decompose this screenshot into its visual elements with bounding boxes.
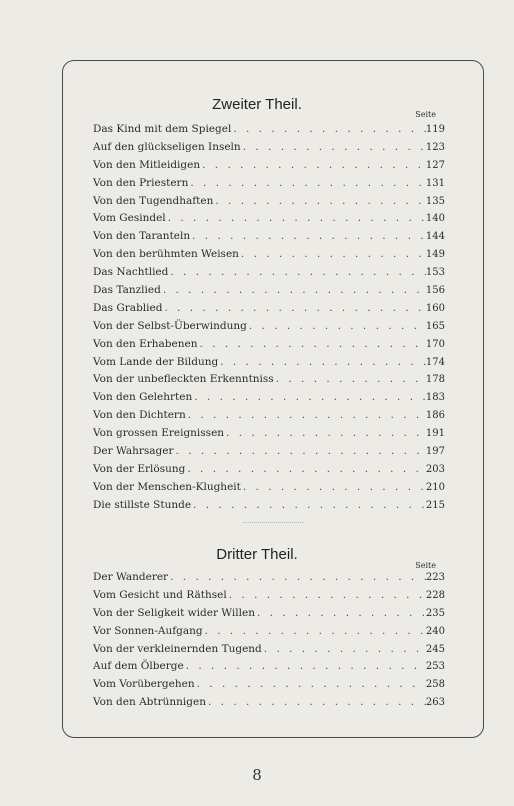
toc-entry-page: 160 <box>425 302 445 314</box>
toc-entry-title: Von den Priestern <box>93 176 189 189</box>
toc-entry-page: 153 <box>425 267 445 279</box>
toc-entry-title: Von den Tugendhaften <box>93 194 214 207</box>
toc-entry <box>93 569 445 587</box>
toc-entry <box>93 121 445 139</box>
toc-leader-dots <box>191 497 426 515</box>
toc-entry <box>93 658 445 676</box>
toc-entry <box>93 300 445 318</box>
toc-entry-page: 131 <box>425 177 445 189</box>
toc-entry <box>93 587 445 605</box>
toc-entry-page: 191 <box>425 428 445 440</box>
toc-leader-dots <box>168 264 426 282</box>
toc-entry <box>93 389 445 407</box>
toc-entry <box>93 407 445 425</box>
toc-entry-title: Von der Menschen-Klugheit <box>93 480 241 493</box>
toc-entry-page: 119 <box>425 124 445 135</box>
toc-entry-page: 149 <box>425 249 445 261</box>
toc-entry-title: Vom Gesindel <box>93 212 166 225</box>
toc-entry-title: Das Tanzlied <box>93 284 161 297</box>
toc-entry-title: Auf den glückseligen Inseln <box>93 140 241 153</box>
toc-entry <box>93 139 445 157</box>
toc-list-section3 <box>93 569 445 712</box>
toc-entry <box>93 354 445 372</box>
toc-entry <box>93 605 445 623</box>
toc-entry <box>93 443 445 461</box>
toc-leader-dots <box>197 336 425 354</box>
toc-entry <box>93 318 445 336</box>
toc-leader-dots <box>255 605 426 623</box>
toc-leader-dots <box>241 479 426 497</box>
toc-entry-page: 245 <box>425 643 445 655</box>
toc-leader-dots <box>168 569 426 587</box>
toc-entry <box>93 157 445 175</box>
toc-entry-page: 186 <box>425 410 445 422</box>
toc-entry-title: Vor Sonnen-Aufgang <box>93 624 203 637</box>
section-title-zweiter-theil: Zweiter Theil. <box>212 96 302 113</box>
toc-entry-title: Von den Taranteln <box>93 230 191 243</box>
toc-entry-page: 223 <box>425 572 445 583</box>
toc-entry-page: 258 <box>425 679 445 691</box>
seite-label-section2: Seite <box>415 110 436 119</box>
toc-entry-page: 215 <box>425 499 445 511</box>
toc-entry-page: 235 <box>425 607 445 619</box>
toc-leader-dots <box>213 193 426 211</box>
toc-entry-title: Auf dem Ölberge <box>93 660 184 673</box>
toc-entry <box>93 228 445 246</box>
toc-leader-dots <box>203 623 426 641</box>
toc-entry-title: Von der Seligkeit wider Willen <box>93 606 255 619</box>
toc-leader-dots <box>185 461 426 479</box>
toc-leader-dots <box>186 407 426 425</box>
toc-entry-page: 135 <box>425 195 445 207</box>
toc-entry-page: 210 <box>425 481 445 493</box>
toc-entry-page: 123 <box>425 141 445 153</box>
toc-leader-dots <box>188 175 426 193</box>
toc-entry-title: Von der unbefleckten Erkenntniss <box>93 373 274 386</box>
toc-entry-title: Vom Vorübergehen <box>93 678 195 691</box>
toc-entry <box>93 282 445 300</box>
toc-entry <box>93 641 445 659</box>
toc-leader-dots <box>166 210 426 228</box>
toc-leader-dots <box>195 676 426 694</box>
toc-leader-dots <box>274 371 426 389</box>
page-number: 8 <box>252 766 262 784</box>
toc-leader-dots <box>218 354 426 372</box>
toc-entry-title: Vom Lande der Bildung <box>93 355 219 368</box>
toc-entry <box>93 371 445 389</box>
toc-leader-dots <box>161 282 426 300</box>
toc-entry-page: 263 <box>425 697 445 709</box>
section-title-dritter-theil: Dritter Theil. <box>216 546 298 563</box>
toc-entry-title: Von den Abtrünnigen <box>93 696 206 709</box>
toc-leader-dots <box>192 389 426 407</box>
toc-entry-title: Das Grablied <box>93 301 163 314</box>
toc-entry <box>93 246 445 264</box>
toc-entry-page: 127 <box>425 159 445 171</box>
toc-entry <box>93 676 445 694</box>
toc-leader-dots <box>241 139 426 157</box>
toc-entry-page: 228 <box>425 589 445 601</box>
toc-leader-dots <box>174 443 426 461</box>
toc-entry-title: Der Wanderer <box>93 571 169 583</box>
toc-entry-page: 183 <box>425 392 445 404</box>
toc-entry <box>93 461 445 479</box>
toc-entry <box>93 336 445 354</box>
toc-entry-page: 156 <box>425 285 445 297</box>
toc-entry-page: 165 <box>425 320 445 332</box>
toc-entry-page: 197 <box>425 446 445 458</box>
toc-entry <box>93 264 445 282</box>
toc-entry-title: Von den Gelehrten <box>93 391 193 404</box>
toc-entry-title: Von der Erlösung <box>93 462 186 475</box>
toc-entry-page: 174 <box>425 356 445 368</box>
toc-entry <box>93 497 445 515</box>
toc-entry-title: Von den Dichtern <box>93 409 186 422</box>
toc-entry <box>93 193 445 211</box>
toc-entry-page: 240 <box>425 625 445 637</box>
toc-entry-title: Von der Selbst-Überwindung <box>93 319 247 332</box>
toc-leader-dots <box>231 121 426 139</box>
toc-leader-dots <box>247 318 426 336</box>
toc-entry <box>93 623 445 641</box>
toc-entry-title: Von den Erhabenen <box>93 337 198 350</box>
toc-leader-dots <box>184 658 426 676</box>
toc-entry-title: Von der verkleinernden Tugend <box>93 642 262 655</box>
toc-entry-title: Das Kind mit dem Spiegel <box>93 123 232 135</box>
toc-leader-dots <box>206 694 426 712</box>
toc-entry-title: Vom Gesicht und Räthsel <box>93 588 227 601</box>
toc-entry-page: 178 <box>425 374 445 386</box>
toc-entry-title: Das Nachtlied <box>93 266 169 279</box>
toc-list-section2 <box>93 121 445 515</box>
toc-entry-title: Die stillste Stunde <box>93 498 192 511</box>
toc-leader-dots <box>227 587 426 605</box>
toc-leader-dots <box>190 228 426 246</box>
toc-leader-dots <box>262 641 426 659</box>
toc-entry <box>93 425 445 443</box>
toc-entry-page: 170 <box>425 338 445 350</box>
toc-entry-page: 203 <box>425 463 445 475</box>
toc-entry-page: 144 <box>425 231 445 243</box>
toc-entry-title: Von den berühmten Weisen <box>93 248 239 261</box>
toc-entry <box>93 694 445 712</box>
toc-entry <box>93 210 445 228</box>
toc-leader-dots <box>239 246 426 264</box>
toc-leader-dots <box>224 425 426 443</box>
toc-leader-dots <box>200 157 426 175</box>
toc-entry-title: Von grossen Ereignissen <box>93 427 225 440</box>
seite-label-section3: Seite <box>415 561 436 570</box>
toc-entry <box>93 479 445 497</box>
toc-leader-dots <box>162 300 425 318</box>
toc-entry-title: Der Wahrsager <box>93 445 174 458</box>
toc-entry-page: 140 <box>425 213 445 225</box>
toc-entry-page: 253 <box>425 661 445 673</box>
section-separator <box>243 522 303 525</box>
toc-entry <box>93 175 445 193</box>
toc-entry-title: Von den Mitleidigen <box>93 158 201 171</box>
